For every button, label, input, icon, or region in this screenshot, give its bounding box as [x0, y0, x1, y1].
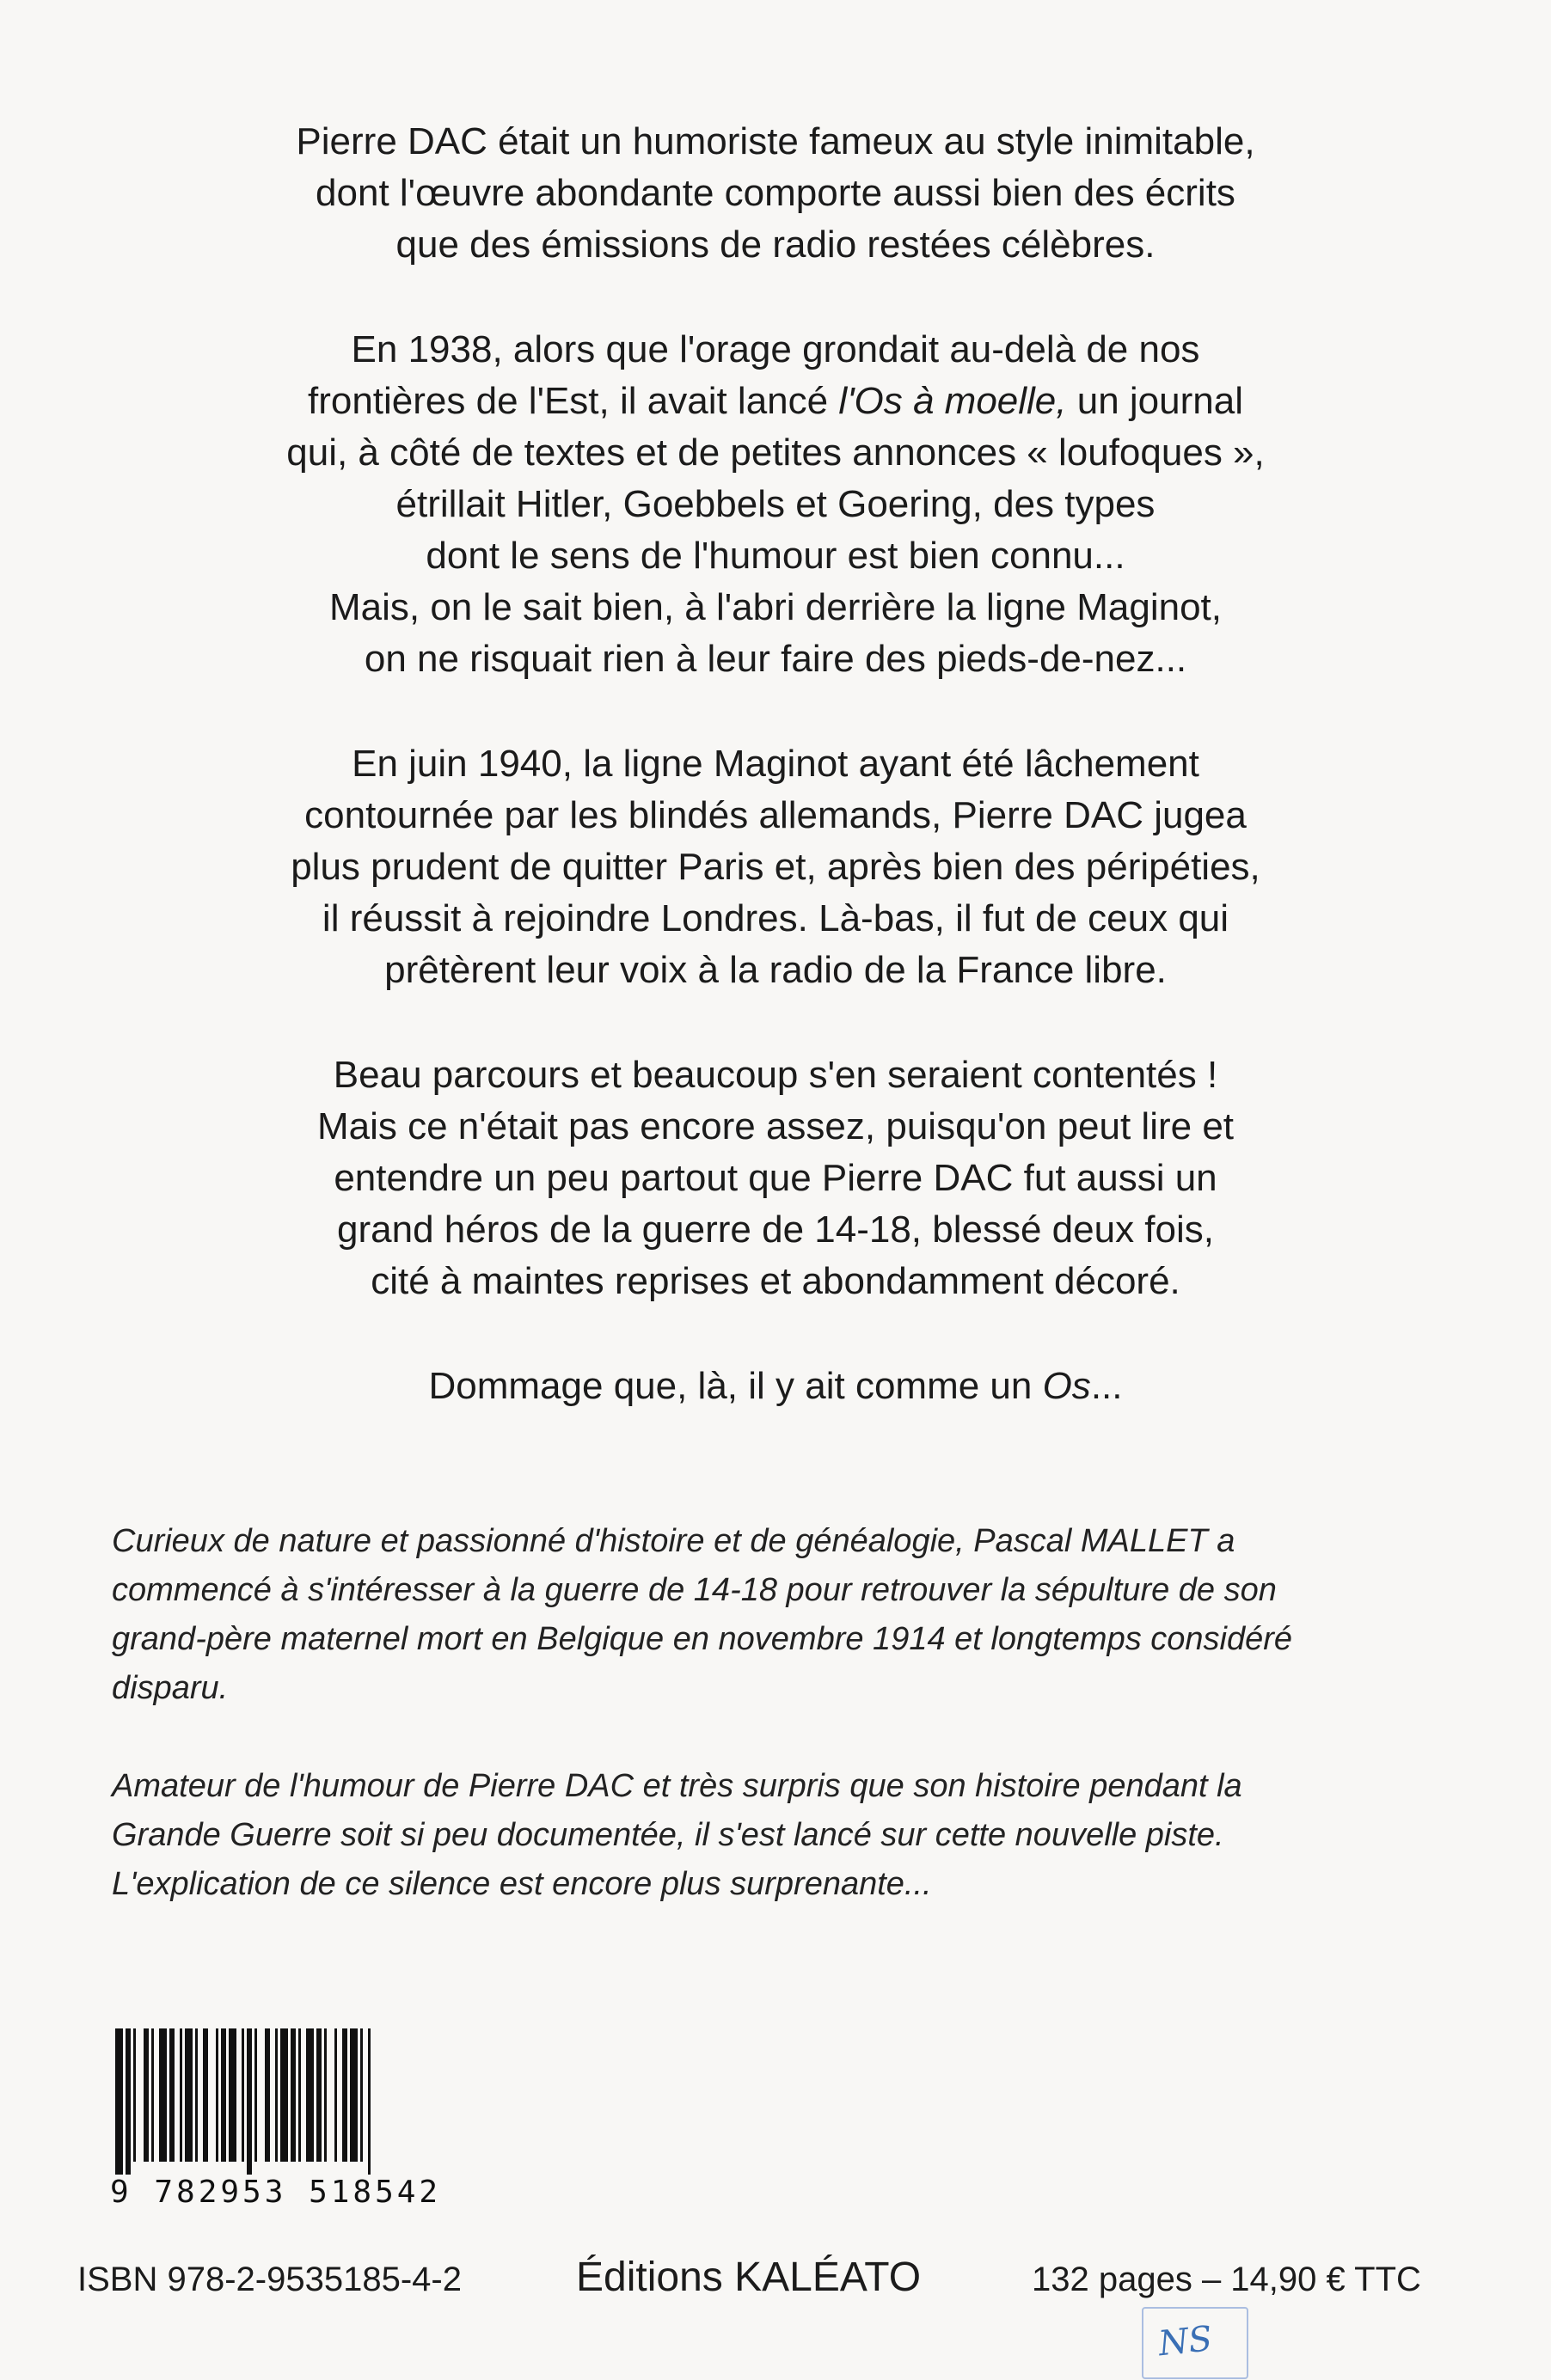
blurb-line: qui, à côté de textes et de petites annonces « loufoques », [286, 431, 1265, 474]
blurb-line: dont le sens de l'humour est bien connu... [426, 535, 1125, 577]
publisher-name: Éditions KALÉATO [576, 2255, 922, 2300]
barcode-bar [368, 2028, 371, 2175]
author-bio [112, 1517, 1419, 1909]
blurb-text: Dommage que, là, il y ait comme un [428, 1365, 1043, 1407]
isbn-label: ISBN 978-2-9535185-4-2 [77, 2261, 462, 2298]
blurb-line: cité à maintes reprises et abondamment décoré. [371, 1260, 1180, 1302]
barcode-bar [298, 2028, 301, 2162]
author-line: disparu. [112, 1670, 229, 1706]
author-line: grand-père maternel mort en Belgique en novembre 1914 et longtemps considéré [112, 1621, 1293, 1657]
author-paragraph-2 [112, 1762, 1419, 1909]
price-label: 132 pages – 14,90 € TTC [1032, 2261, 1421, 2298]
blurb-line: En 1938, alors que l'orage grondait au-delà de nos [351, 328, 1200, 370]
blurb-line: dont l'œuvre abondante comporte aussi bien des écrits [316, 172, 1235, 214]
blurb-line: Mais ce n'était pas encore assez, puisqu'on peut lire et [316, 1105, 1235, 1147]
blurb-line [172, 1361, 1379, 1412]
journal-title: l'Os à moelle, [838, 380, 1067, 422]
blurb-line: il réussit à rejoindre Londres. Là-bas, il fut de ceux qui [322, 897, 1229, 939]
barcode-bar [242, 2028, 244, 2162]
barcode-bar [115, 2028, 123, 2175]
blurb-line: Mais, on le sait bien, à l'abri derrière la ligne Maginot, [328, 586, 1223, 628]
blurb-text: frontières de l'Est, il avait lancé [307, 380, 839, 422]
blurb-line: Pierre DAC était un humoriste fameux au style inimitable, [296, 120, 1255, 162]
barcode-bar [265, 2028, 270, 2162]
barcode-bar [151, 2028, 154, 2162]
barcode-bar [316, 2028, 322, 2162]
barcode-bar [350, 2028, 358, 2162]
author-line: L'explication de ce silence est encore plus surprenante... [112, 1866, 932, 1902]
blurb-paragraph-1 [172, 116, 1379, 271]
author-paragraph-1 [112, 1517, 1419, 1713]
author-line: commencé à s'intéresser à la guerre de 14-18 pour retrouver la sépulture de son [112, 1572, 1277, 1608]
barcode-digits: 9 782953 518542 [110, 2175, 442, 2210]
barcode-bar [324, 2028, 327, 2162]
barcode-bar [247, 2028, 252, 2175]
blurb-paragraph-3 [172, 738, 1379, 996]
blurb-text: ... [1090, 1365, 1123, 1407]
barcode-bar [180, 2028, 182, 2162]
barcode-bar [159, 2028, 167, 2162]
barcode-bar [360, 2028, 363, 2162]
barcode-bar [306, 2028, 314, 2162]
blurb-line: prêtèrent leur voix à la radio de la France libre. [384, 949, 1167, 991]
blurb-line: grand héros de la guerre de 14-18, blessé deux fois, [337, 1208, 1214, 1251]
barcode-bar [342, 2028, 347, 2162]
blurb-line: plus prudent de quitter Paris et, après bien des péripéties, [291, 846, 1260, 888]
barcode-bar [185, 2028, 193, 2162]
handwritten-initials: NS [1156, 2319, 1215, 2365]
blurb-line: En juin 1940, la ligne Maginot ayant été lâchement [352, 743, 1199, 785]
blurb-line [172, 376, 1379, 427]
barcode-bar [216, 2028, 218, 2162]
barcode-bar [334, 2028, 337, 2162]
barcode-bar [195, 2028, 198, 2162]
blurb-italic-word: Os [1042, 1365, 1091, 1407]
book-blurb [172, 116, 1379, 1412]
blurb-line: on ne risquait rien à leur faire des pieds-de-nez... [364, 638, 1187, 680]
barcode-bars [110, 2028, 445, 2175]
barcode-bar [280, 2028, 288, 2162]
barcode-bar [221, 2028, 226, 2162]
barcode-bar [169, 2028, 175, 2162]
blurb-line: entendre un peu partout que Pierre DAC fut aussi un [334, 1157, 1217, 1199]
blurb-paragraph-5 [172, 1361, 1379, 1412]
blurb-line: étrillait Hitler, Goebbels et Goering, des types [395, 483, 1156, 525]
blurb-paragraph-2 [172, 324, 1379, 685]
barcode-bar [126, 2028, 131, 2175]
author-line: Amateur de l'humour de Pierre DAC et très surpris que son histoire pendant la [112, 1768, 1242, 1804]
author-line: Grande Guerre soit si peu documentée, il s'est lancé sur cette nouvelle piste. [112, 1817, 1224, 1853]
barcode-bar [229, 2028, 236, 2162]
barcode-bar [275, 2028, 278, 2162]
blurb-line: que des émissions de radio restées célèbres. [395, 223, 1156, 266]
barcode-bar [291, 2028, 296, 2162]
barcode-bar [133, 2028, 136, 2162]
barcode-bar [144, 2028, 149, 2162]
barcode-bar [254, 2028, 257, 2162]
blurb-line: contournée par les blindés allemands, Pierre DAC jugea [304, 794, 1247, 836]
blurb-text: un journal [1066, 380, 1243, 422]
barcode-bar [203, 2028, 208, 2162]
blurb-paragraph-4 [172, 1049, 1379, 1307]
blurb-line: Beau parcours et beaucoup s'en seraient contentés ! [333, 1054, 1218, 1096]
author-line: Curieux de nature et passionné d'histoire et de généalogie, Pascal MALLET a [112, 1523, 1235, 1559]
